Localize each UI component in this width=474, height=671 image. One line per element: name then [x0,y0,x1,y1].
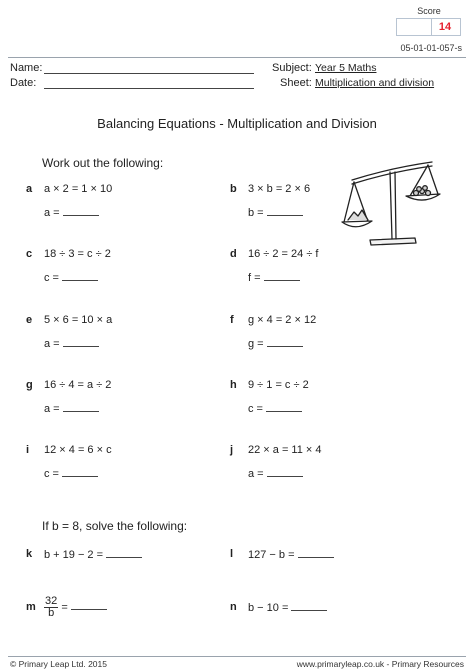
question-letter: l [230,548,234,560]
fraction [44,596,58,619]
question-equation: 3 × b = 2 × 6 [248,183,311,195]
question-letter: g [26,379,33,391]
question-equation: 22 × a = 11 × 4 [248,444,322,456]
answer-blank[interactable] [264,271,300,281]
expression-text: b + 19 − 2 = [44,549,104,561]
answer-label: a = [248,468,264,480]
answer-label: b = [248,207,264,219]
answer-label: c = [248,403,263,415]
copyright: © Primary Leap Ltd. 2015 [10,659,107,669]
question-letter: k [26,548,33,560]
question-expression [248,601,327,614]
question-letter: m [26,601,36,613]
answer-blank[interactable] [63,337,99,347]
answer-blank[interactable] [62,271,98,281]
question-equation: 12 × 4 = 6 × c [44,444,112,456]
answer-label: c = [44,272,59,284]
worksheet-title: Balancing Equations - Multiplication and Division [97,116,377,131]
question-equation: 9 ÷ 1 = c ÷ 2 [248,379,309,391]
answer-blank[interactable] [63,402,99,412]
answer-label: a = [44,207,60,219]
fraction-denominator: b [48,607,55,619]
answer-blank[interactable] [267,467,303,477]
question-equation: 16 ÷ 4 = a ÷ 2 [44,379,112,391]
answer-row [44,467,98,480]
question-equation: 18 ÷ 3 = c ÷ 2 [44,248,111,260]
name-label: Name: [10,62,43,74]
date-label: Date: [10,77,37,89]
answer-blank[interactable] [71,600,107,610]
answer-row [44,206,99,219]
question-letter: j [230,444,234,456]
answer-blank[interactable] [106,548,142,558]
question-expression [44,596,107,619]
answer-row [248,402,302,415]
score-input-box[interactable] [396,18,432,36]
date-field[interactable] [44,88,254,89]
question-equation: g × 4 = 2 × 12 [248,314,317,326]
question-letter: c [26,248,33,260]
question-letter: e [26,314,33,326]
answer-row [248,467,303,480]
answer-blank[interactable] [267,206,303,216]
score-value: 14 [430,18,461,36]
answer-label: g = [248,338,264,350]
fraction-numerator: 32 [45,595,58,607]
answer-blank[interactable] [63,206,99,216]
question-equation: 5 × 6 = 10 × a [44,314,113,326]
expression-text: 127 − b = [248,549,295,561]
sheet-code: 05-01-01-057-s [400,43,462,53]
score-label: Score [417,6,441,16]
answer-blank[interactable] [266,402,302,412]
question-letter: a [26,183,33,195]
question-letter: n [230,601,237,613]
question-expression [44,548,142,561]
question-letter: d [230,248,237,260]
answer-label: a = [44,403,60,415]
name-field[interactable] [44,73,254,74]
question-letter: i [26,444,30,456]
answer-blank[interactable] [298,548,334,558]
question-letter: f [230,314,234,326]
answer-label: a = [44,338,60,350]
question-equation: 16 ÷ 2 = 24 ÷ f [248,248,319,260]
answer-row [44,271,98,284]
sheet-value: Multiplication and division [315,77,435,89]
expression-text: b − 10 = [248,602,289,614]
subject-label: Subject: [272,62,312,74]
answer-blank[interactable] [291,601,327,611]
question-equation: a × 2 = 1 × 10 [44,183,113,195]
answer-label: f = [248,272,261,284]
answer-row [248,271,300,284]
expression-suffix: = [61,601,68,614]
answer-row [44,337,99,350]
subject-value: Year 5 Maths [315,62,377,74]
section2-instruction: If b = 8, solve the following: [42,519,188,533]
header-divider [8,57,466,58]
question-expression [248,548,334,561]
footer-divider [8,656,466,657]
website-link[interactable]: www.primaryleap.co.uk - Primary Resources [296,659,464,669]
answer-blank[interactable] [62,467,98,477]
balance-scale-icon [340,150,442,250]
question-letter: b [230,183,237,195]
answer-blank[interactable] [267,337,303,347]
answer-row [248,337,303,350]
answer-label: c = [44,468,59,480]
question-letter: h [230,379,237,391]
section1-instruction: Work out the following: [42,156,164,170]
sheet-label: Sheet: [280,77,312,89]
answer-row [44,402,99,415]
answer-row [248,206,303,219]
